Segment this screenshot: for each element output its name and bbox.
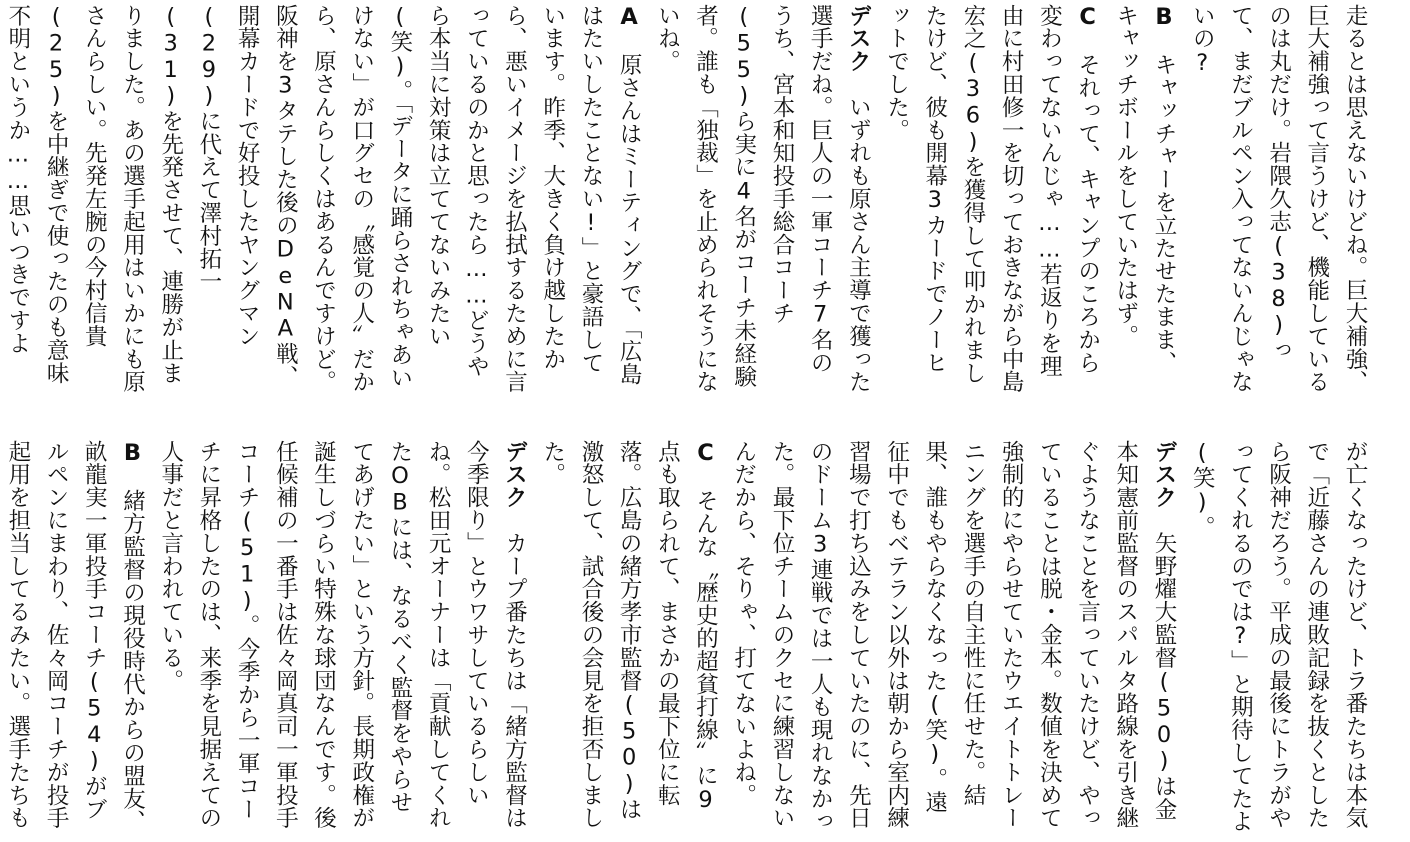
paragraph — [654, 4, 871, 393]
paragraph-text: いずれも原さん主導で獲った選手だね。巨人の一軍コーチ7名のうち、宮本和知投手総合コーチ(55)ら実に4名がコーチ未経験者。誰も「独裁」を止められそうにないね。 — [654, 4, 872, 394]
speaker-label: C — [1074, 4, 1101, 31]
speaker-label: B — [1150, 4, 1177, 31]
speaker-label: デスク — [1150, 440, 1177, 509]
paragraph-text: 原さんはミーティングで、「広島はたいしたことない!」と豪語しています。昨季、大きく負け越したから、悪いイメージを払拭するために言っているのかと思ったら……どうやら本当に対策は立ててないみたい(笑)。「データに踊らされちゃあいけない」が口グセの〝感覚の人〟だから、原さんらしくはあるんですけど。阪神を3タテした後のDeNA戦、開幕カードで好投したヤングマン(29)に代えて澤村拓一(31)を先発させて、連勝が止まりました。あの選手起用はいかにも原さんらしい。先発左腕の今村信貴(25)を中継ぎで使ったのも意味不明というか……思いつきですよ — [4, 4, 643, 394]
paragraph — [884, 4, 1101, 393]
speaker-label: B — [119, 440, 146, 467]
paragraph-text: カープ番たちは「緒方監督は今季限り」とウワサしているらしいね。松田元オーナーは「貢献してくれたOBには、なるべく監督をやらせてあげたい」という方針。長期政権が誕生しづらい特殊な球団なんです。後任候補の一番手は佐々岡真司一軍投手コーチ(51)。今季から一軍コーチに昇格したのは、来季を見据えての人事だと言われている。 — [157, 440, 528, 830]
paragraph — [1189, 4, 1368, 393]
paragraph-text: そんな〝歴史的超貧打線〟に9点も取られて、まさかの最下位に転落。広島の緒方孝市監督(50)は激怒して、試合後の会見を拒否しました。 — [539, 440, 719, 830]
paragraph — [731, 440, 1177, 833]
paragraph — [1113, 4, 1177, 374]
paragraph-text: それって、キャンプのころから変わってないんじゃ……若返りを理由に村田修一を切っておきながら中島宏之(36)を獲得して叩かれましたけど、彼も開幕3カードでノーヒットでした。 — [883, 4, 1101, 394]
paragraph — [158, 440, 528, 829]
paragraph-text: が亡くなったけど、トラ番たちは本気で「近藤さんの連敗記録を抜くとしたら阪神だろう。平成の最後にトラがやってくれるのでは?」と期待してたよ(笑)。 — [1189, 440, 1368, 833]
speaker-label: デスク — [845, 4, 872, 73]
paragraph-text: 矢野燿大監督(50)は金本知憲前監督のスパルタ路線を引き継ぐようなことを言っていたけど、やっていることは脱・金本。数値を決めて強制的にやらせていたウエイトトレーニングを選手の自主性に任せた。結果、誰もやらなくなった(笑)。遠征中でもベテラン以外は朝から室内練習場で打ち込みをしていたのに、先日のドーム3連戦では一人も現れなかった。最下位チームのクセに練習しないんだから、そりゃ、打てないよね。 — [730, 440, 1177, 833]
paragraph — [0, 440, 146, 833]
article-text-top-tier — [4, 4, 1374, 396]
paragraph-text: 走るとは思えないけどね。巨大補強、巨大補強って言うけど、機能しているのは丸だけ。岩隈久志(38)って、まだブルペン入ってないんじゃないの? — [1189, 4, 1368, 394]
paragraph-text: キャッチャーを立たせたまま、キャッチボールをしていたはず。 — [1112, 4, 1177, 374]
paragraph — [1189, 440, 1368, 833]
article-text-bottom-tier — [4, 440, 1374, 836]
paragraph-text: 緒方監督の現役時代からの盟友、畝龍実一軍投手コーチ(54)がブルペンにまわり、佐々岡コーチが投手起用を担当してるみたい。選手たちも — [4, 440, 146, 833]
paragraph — [0, 4, 642, 393]
speaker-label: C — [692, 440, 719, 467]
paragraph — [540, 440, 719, 829]
speaker-label: A — [616, 4, 643, 31]
speaker-label: デスク — [501, 440, 528, 509]
